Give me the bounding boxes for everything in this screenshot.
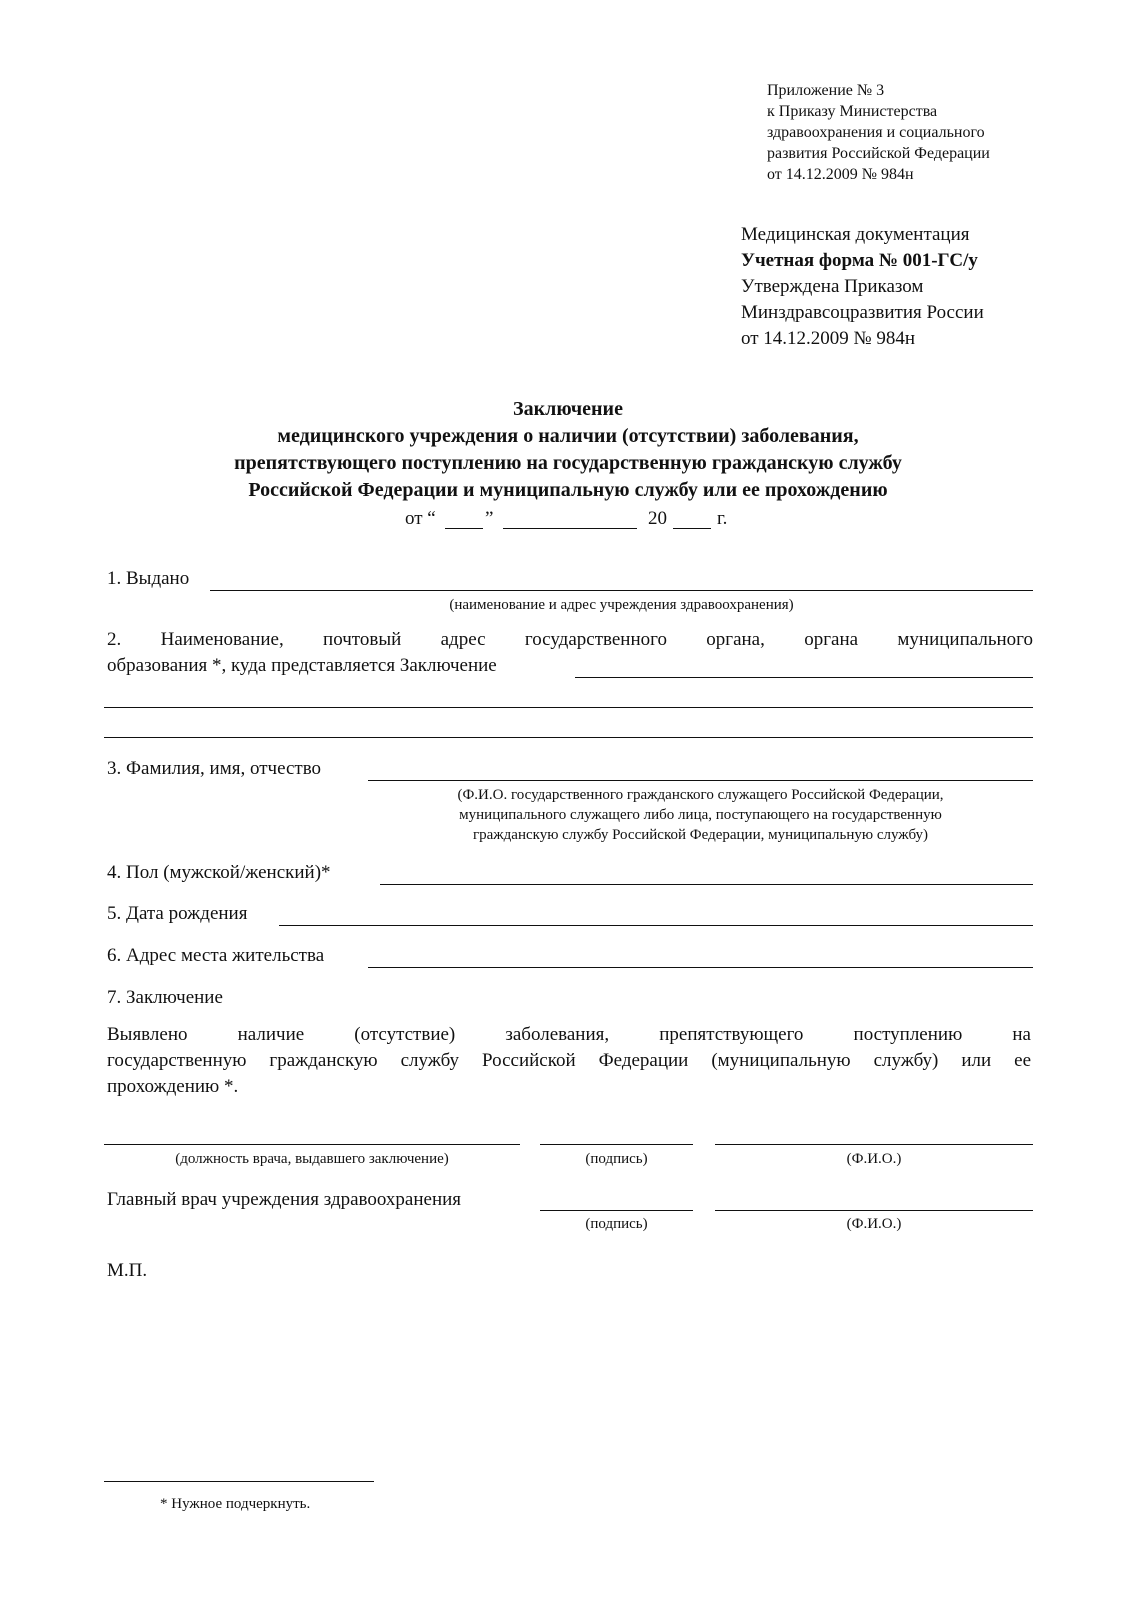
date-suffix: г.: [717, 508, 728, 529]
sex-label: 4. Пол (мужской/женский)*: [107, 862, 331, 883]
chief-signature-line[interactable]: [540, 1210, 693, 1211]
doctor-signature-line[interactable]: [540, 1144, 693, 1145]
title-line-4: Российской Федерации и муниципальную службу или ее прохождению: [248, 479, 888, 501]
date-prefix: от “: [405, 508, 436, 529]
issued-input-line[interactable]: [210, 590, 1033, 591]
appendix-line-4: развития Российской Федерации: [767, 145, 990, 162]
conclusion-text-line-3: прохождению *.: [107, 1076, 239, 1097]
form-header-line-4: Минздравсоцразвития России: [741, 302, 984, 323]
chief-fio-line[interactable]: [715, 1210, 1033, 1211]
birth-date-input-line[interactable]: [279, 925, 1033, 926]
recipient-input-line-1[interactable]: [575, 677, 1033, 678]
birth-date-label: 5. Дата рождения: [107, 903, 248, 924]
date-quote-close: ”: [485, 508, 494, 529]
recipient-input-line-3[interactable]: [104, 737, 1033, 738]
appendix-line-3: здравоохранения и социального: [767, 124, 985, 141]
doctor-fio-line[interactable]: [715, 1144, 1033, 1145]
address-input-line[interactable]: [368, 967, 1033, 968]
date-year-blank[interactable]: [673, 528, 711, 529]
fio-caption-line-3: гражданскую службу Российской Федерации, муниципальную службу): [472, 827, 928, 843]
form-header-line-3: Утверждена Приказом: [741, 276, 924, 297]
form-header-line-1: Медицинская документация: [741, 224, 970, 245]
appendix-line-2: к Приказу Министерства: [767, 103, 938, 120]
appendix-block: [767, 80, 1087, 185]
stamp-place: М.П.: [107, 1260, 148, 1281]
fio-caption-line-2: муниципального служащего либо лица, поступающего на государственную: [459, 807, 942, 823]
sex-input-line[interactable]: [380, 884, 1033, 885]
chief-signature-caption: (подпись): [585, 1216, 648, 1232]
title-line-2: медицинского учреждения о наличии (отсутствии) заболевания,: [277, 425, 859, 447]
title-date-line: [405, 506, 805, 534]
date-year-prefix: 20: [648, 508, 667, 529]
fio-caption: [368, 785, 1033, 845]
issued-label: 1. Выдано: [107, 568, 190, 589]
date-day-blank[interactable]: [445, 528, 483, 529]
fio-label: 3. Фамилия, имя, отчество: [107, 758, 322, 779]
footnote-separator: [104, 1481, 374, 1482]
footnote-text: * Нужное подчеркнуть.: [160, 1496, 311, 1512]
conclusion-label: 7. Заключение: [107, 987, 223, 1008]
recipient-input-line-2[interactable]: [104, 707, 1033, 708]
chief-doctor-label: Главный врач учреждения здравоохранения: [107, 1189, 462, 1210]
doctor-signature-caption: (подпись): [585, 1151, 648, 1167]
issued-caption: (наименование и адрес учреждения здравоохранения): [449, 597, 794, 613]
doctor-position-line[interactable]: [104, 1144, 520, 1145]
form-number: Учетная форма № 001-ГС/у: [741, 250, 978, 271]
conclusion-text-line-2: государственную гражданскую службу Российской Федерации (муниципальную службу) или ее: [107, 1050, 1031, 1071]
form-header-line-5: от 14.12.2009 № 984н: [741, 328, 916, 349]
fio-input-line[interactable]: [368, 780, 1033, 781]
recipient-label-line-2: образования *, куда представляется Заключение: [107, 655, 497, 676]
fio-caption-line-1: (Ф.И.О. государственного гражданского служащего Российской Федерации,: [457, 787, 944, 803]
doctor-position-caption: (должность врача, выдавшего заключение): [175, 1151, 449, 1167]
address-label: 6. Адрес места жительства: [107, 945, 325, 966]
title-line-1: Заключение: [513, 398, 623, 420]
appendix-line-1: Приложение № 3: [767, 82, 885, 99]
appendix-line-5: от 14.12.2009 № 984н: [767, 166, 914, 183]
doctor-fio-caption: (Ф.И.О.): [846, 1151, 902, 1167]
chief-fio-caption: (Ф.И.О.): [846, 1216, 902, 1232]
date-month-blank[interactable]: [503, 528, 637, 529]
recipient-label-line-1: 2. Наименование, почтовый адрес государственного органа, органа муниципального: [107, 629, 1033, 650]
document-title: [100, 396, 1036, 504]
form-header-block: [741, 222, 1081, 352]
title-line-3: препятствующего поступлению на государственную гражданскую службу: [234, 452, 902, 474]
conclusion-text-line-1: Выявлено наличие (отсутствие) заболевания, препятствующего поступлению на: [107, 1024, 1031, 1045]
